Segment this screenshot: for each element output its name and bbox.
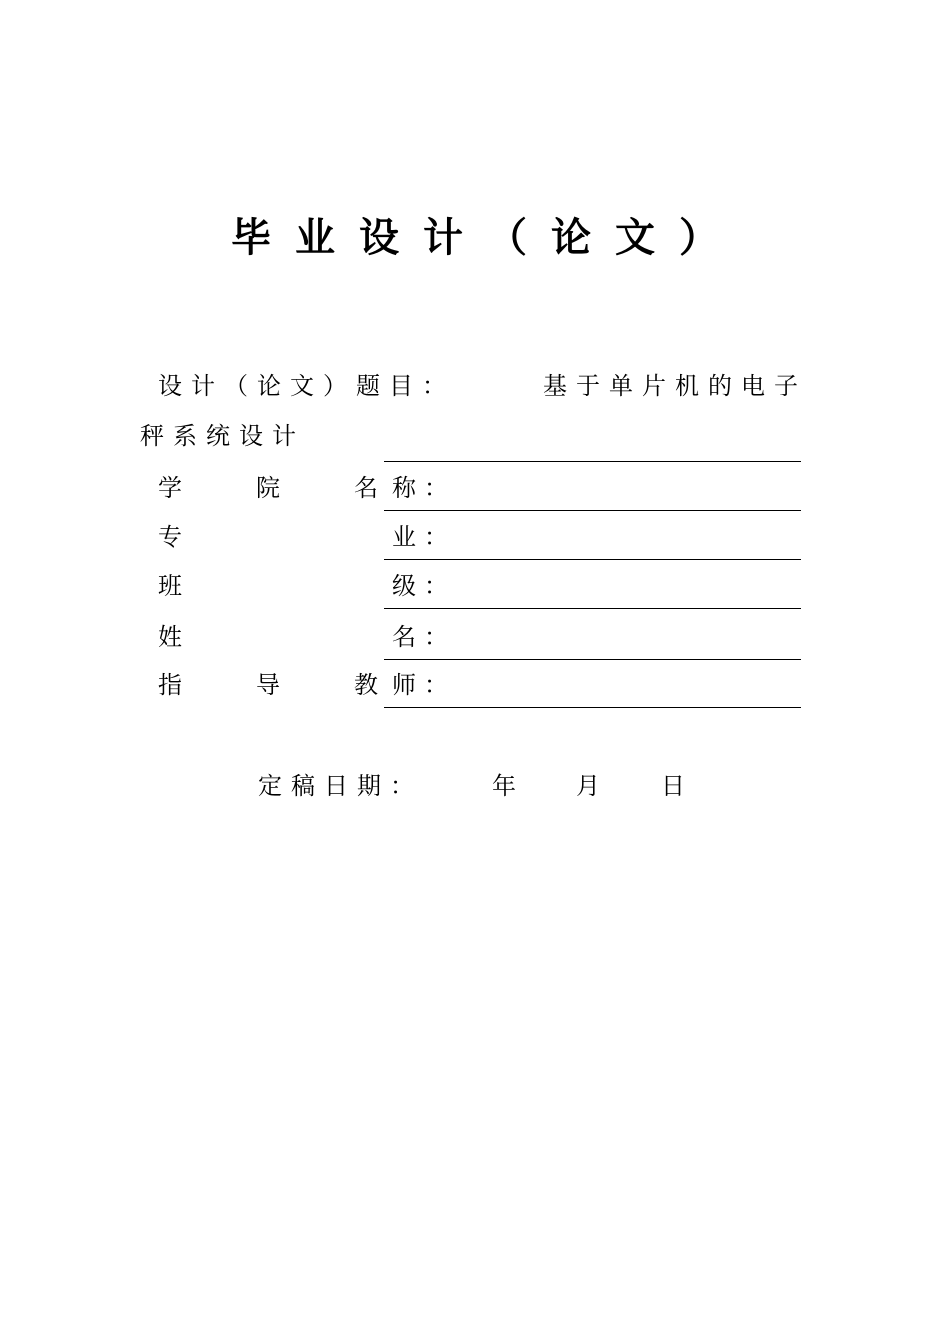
topic-row xyxy=(158,368,808,404)
field-major-line[interactable] xyxy=(384,559,801,560)
field-name-label xyxy=(158,620,378,654)
field-college-label xyxy=(158,471,378,505)
field-college-line[interactable] xyxy=(384,510,801,511)
field-advisor-label xyxy=(158,668,378,702)
field-advisor-label-char: 导 xyxy=(256,671,280,699)
field-name-suffix: 名： xyxy=(392,623,456,651)
field-advisor-label-char: 教 xyxy=(354,671,378,699)
field-major-suffix: 业： xyxy=(392,523,456,551)
field-major-label xyxy=(158,520,378,554)
final-date-label: 定稿日期： xyxy=(258,772,423,800)
field-major xyxy=(158,512,801,560)
field-name xyxy=(158,612,801,660)
field-advisor xyxy=(158,660,801,708)
topic-value-line1: 基于单片机的电子 xyxy=(543,372,807,400)
date-month-unit: 月 xyxy=(576,772,600,800)
field-college-label-char: 学 xyxy=(158,474,182,502)
field-advisor-label-char: 指 xyxy=(158,671,182,699)
field-advisor-line[interactable] xyxy=(384,707,801,708)
date-day-unit: 日 xyxy=(661,772,685,800)
field-college xyxy=(158,463,801,511)
date-year-unit: 年 xyxy=(492,772,516,800)
topic-value-line2: 秤系统设计 xyxy=(140,422,305,450)
field-college-label-char: 院 xyxy=(256,474,280,502)
field-class-suffix: 级： xyxy=(392,572,456,600)
field-advisor-suffix: 师： xyxy=(392,671,456,699)
cover-title: 毕业设计（论文） xyxy=(231,215,743,261)
field-class xyxy=(158,561,801,609)
field-class-label xyxy=(158,569,378,603)
field-college-label-char: 名 xyxy=(354,474,378,502)
field-major-label-char: 专 xyxy=(158,523,182,551)
field-class-label-char: 班 xyxy=(158,572,182,600)
field-class-line[interactable] xyxy=(384,608,801,609)
form-top-rule xyxy=(384,461,801,462)
field-name-label-char: 姓 xyxy=(158,623,182,651)
field-college-suffix: 称： xyxy=(392,474,456,502)
topic-label: 设计（论文）题目： xyxy=(158,372,455,400)
